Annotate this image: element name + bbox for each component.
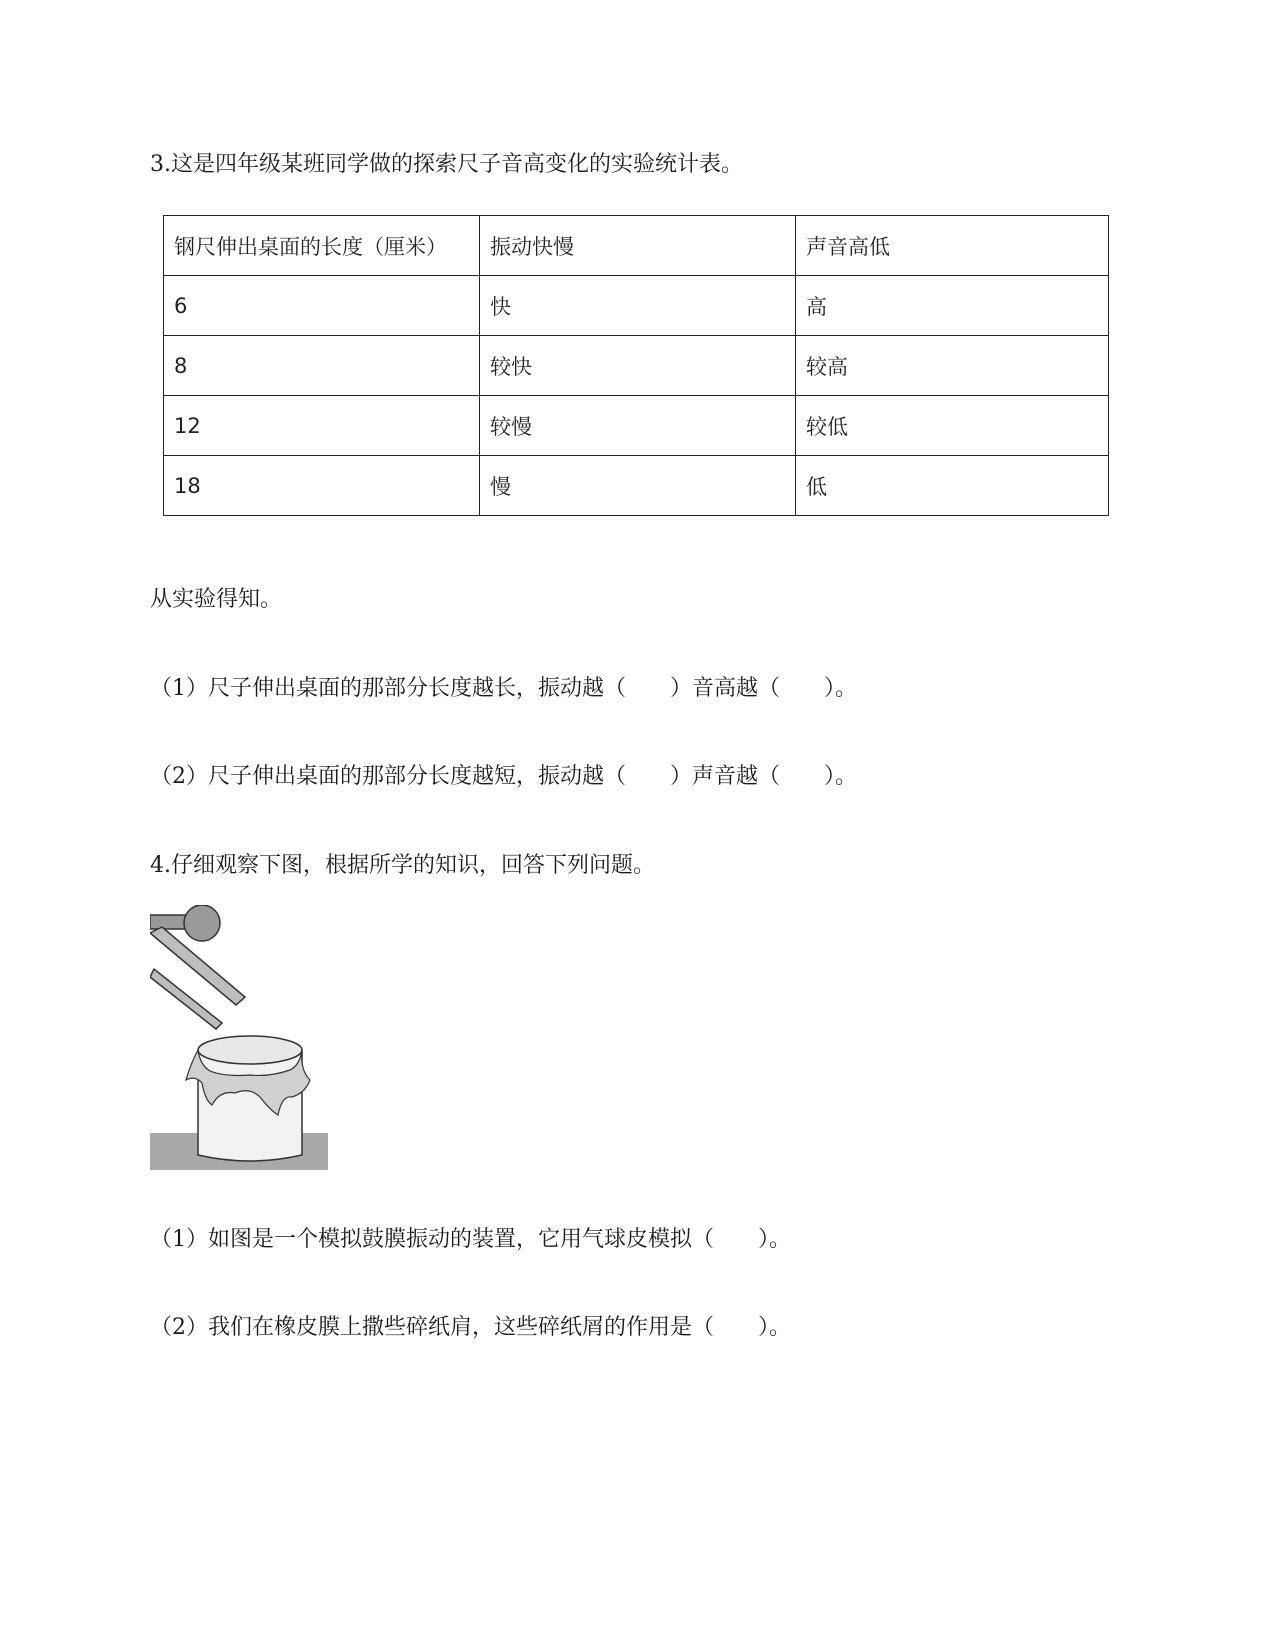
table-cell: 较高 — [796, 336, 1109, 396]
question-4-title: 4.仔细观察下图，根据所学的知识，回答下列问题。 — [150, 853, 655, 878]
table-cell: 6 — [164, 276, 480, 336]
table-row — [164, 456, 1109, 516]
table-header-cell: 声音高低 — [796, 216, 1109, 276]
table-cell: 高 — [796, 276, 1109, 336]
table-cell: 18 — [164, 456, 480, 516]
question-4-sub-1: （1）如图是一个模拟鼓膜振动的装置，它用气球皮模拟（ ）。 — [150, 1227, 791, 1252]
table-row — [164, 396, 1109, 456]
table-cell: 较慢 — [480, 396, 796, 456]
membrane-top — [198, 1036, 302, 1064]
can-body — [198, 1050, 302, 1161]
table-cell: 低 — [796, 456, 1109, 516]
table-header-cell: 钢尺伸出桌面的长度（厘米） — [164, 216, 480, 276]
table-header-row — [164, 216, 1109, 276]
table-cell: 12 — [164, 396, 480, 456]
experiment-table — [163, 215, 1109, 516]
question-4-sub-2: （2）我们在橡皮膜上撒些碎纸肩，这些碎纸屑的作用是（ ）。 — [150, 1315, 791, 1340]
table-row — [164, 336, 1109, 396]
mallet-head — [184, 905, 220, 941]
question-3-sub-2: （2）尺子伸出桌面的那部分长度越短，振动越（ ）声音越（ ）。 — [150, 764, 857, 789]
table-cell: 较低 — [796, 396, 1109, 456]
table-cell: 快 — [480, 276, 796, 336]
table-row — [164, 276, 1109, 336]
eardrum-model-illustration — [150, 905, 330, 1170]
table-cell: 较快 — [480, 336, 796, 396]
table-header-cell: 振动快慢 — [480, 216, 796, 276]
question-3-title: 3.这是四年级某班同学做的探索尺子音高变化的实验统计表。 — [150, 152, 743, 177]
table-cell: 慢 — [480, 456, 796, 516]
table-cell: 8 — [164, 336, 480, 396]
conclusion-intro: 从实验得知。 — [150, 587, 283, 612]
question-3-sub-1: （1）尺子伸出桌面的那部分长度越长，振动越（ ）音高越（ ）。 — [150, 676, 857, 701]
